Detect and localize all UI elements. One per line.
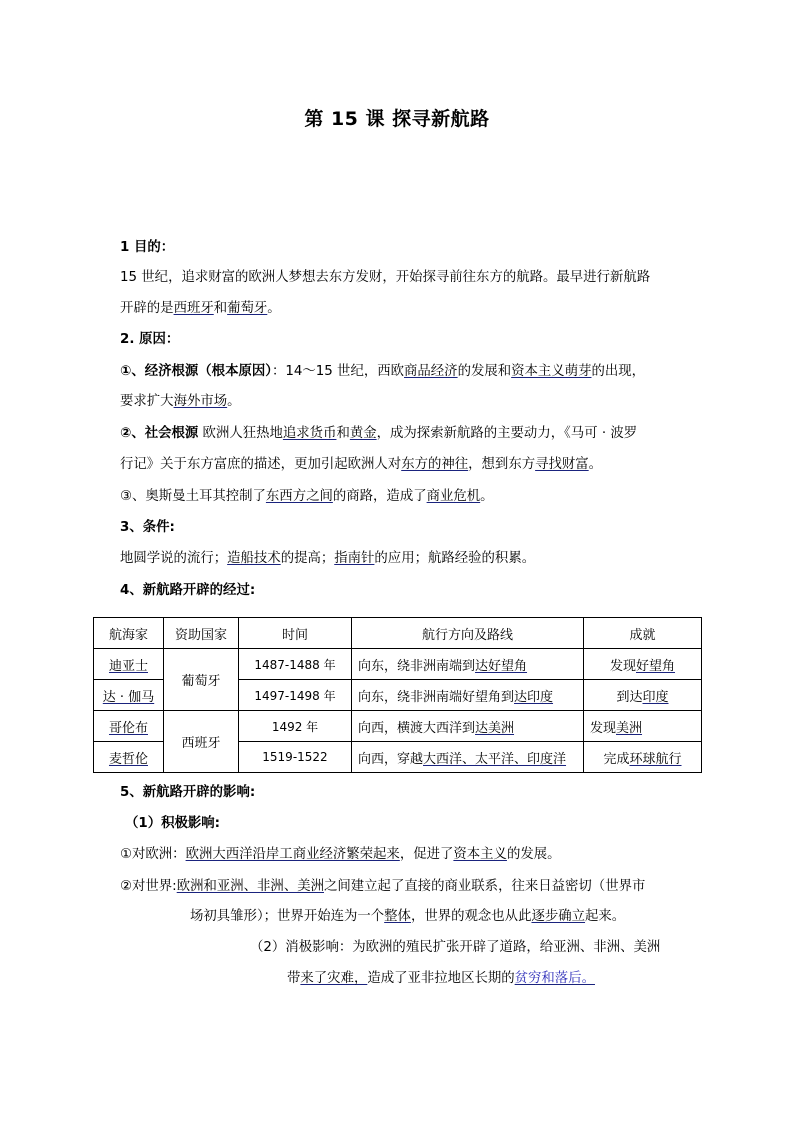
conditions-text (120, 549, 535, 569)
text-span: 欧洲人狂热地 (198, 426, 283, 441)
keyword-achievement: 环球航行 (629, 751, 682, 767)
cause-economic-line2 (120, 392, 241, 412)
achievement-cell (584, 742, 702, 773)
navigator-cell (94, 742, 164, 773)
keyword-capitalism-sprouts: 资本主义萌芽 (511, 364, 592, 379)
text-span: 造成了亚非拉地区长期的 (367, 971, 515, 986)
keyword-poverty: 贫穷和落后。 (514, 971, 595, 986)
text-span: 的应用；航路经验的积累。 (374, 551, 536, 566)
text-span: 要求扩大 (120, 394, 174, 409)
cause-social-line1 (120, 424, 637, 444)
achievement-cell (584, 680, 702, 711)
sponsor-cell: 葡萄牙 (164, 649, 239, 711)
text-span: 带 (287, 971, 301, 986)
text-span: 起来。 (585, 909, 626, 924)
keyword-longing-east: 东方的神往 (401, 457, 469, 472)
table-row (94, 649, 702, 680)
time-cell: 1519-1522 (239, 742, 352, 773)
text-span: 的商路，造成了 (332, 489, 427, 504)
table-header-row (94, 618, 702, 649)
time-cell: 1487-1488 年 (239, 649, 352, 680)
text-span: 场初具雏形）；世界开始连为一个 (190, 909, 385, 924)
text-span: ②对世界: (120, 879, 177, 894)
text-span: 到达 (616, 689, 643, 705)
text-span: 。 (227, 394, 241, 409)
keyword-route: 达美洲 (475, 720, 515, 736)
negative-impact-line1: （2）消极影响：为欧洲的殖民扩张开辟了道路，给亚洲、非洲、美洲 (250, 940, 661, 955)
cause-economic-line1 (120, 362, 645, 382)
text-span: 开辟的是 (120, 301, 174, 316)
table-header-cell: 资助国家 (164, 618, 239, 649)
cause-economic-label: ①、经济根源（根本原因） (120, 364, 272, 379)
keyword-continents: 欧洲和亚洲、非洲、美洲 (176, 879, 324, 894)
keyword-disaster: 来了灾难， (300, 971, 368, 986)
keyword-east-west: 东西方之间 (265, 489, 333, 504)
route-cell (352, 649, 584, 680)
keyword-gold: 黄金 (349, 426, 377, 441)
route-cell (352, 680, 584, 711)
navigator-cell (94, 711, 164, 742)
text-span: ①对欧洲： (120, 847, 186, 862)
time-cell: 1497-1498 年 (239, 680, 352, 711)
text-span: 。 (588, 457, 603, 472)
impact-world-line1 (120, 877, 645, 897)
text-span: 的发展。 (506, 847, 561, 862)
positive-impact-heading: （1）积极影响: (125, 816, 221, 831)
keyword-whole: 整体 (384, 909, 411, 924)
keyword-route: 达好望角 (475, 658, 528, 674)
text-span: ，世界的观念也从此 (410, 909, 532, 924)
route-cell (352, 711, 584, 742)
negative-impact-line2 (287, 969, 595, 989)
achievement-cell (584, 711, 702, 742)
text-span: 和 (213, 301, 228, 316)
purpose-text-line1: 15 世纪，追求财富的欧洲人梦想去东方发财，开始探寻前往东方的航路。最早进行新航路 (120, 270, 651, 285)
text-span: ，想到东方 (468, 457, 536, 472)
keyword-capitalism: 资本主义 (453, 847, 507, 862)
navigator-name: 达 · 伽马 (102, 689, 155, 705)
navigator-name: 迪亚士 (108, 658, 148, 674)
keyword-spain: 西班牙 (173, 301, 214, 316)
text-span: 。 (267, 301, 281, 316)
navigator-cell (94, 680, 164, 711)
route-cell (352, 742, 584, 773)
keyword-atlantic-economy: 欧洲大西洋沿岸工商业经济繁荣起来 (185, 847, 400, 862)
keyword-compass: 指南针 (334, 551, 375, 566)
table-header-cell: 航海家 (94, 618, 164, 649)
table-header-cell: 航行方向及路线 (352, 618, 584, 649)
cause-ottoman-line (120, 487, 494, 507)
text-span: 的出现， (591, 364, 646, 379)
keyword-achievement: 美洲 (616, 720, 643, 736)
navigator-name: 哥伦布 (108, 720, 148, 736)
text-span: 地圆学说的流行； (120, 551, 228, 566)
impact-world-line2 (190, 907, 625, 927)
text-span: ：14～15 世纪，西欧 (271, 364, 405, 379)
time-cell: 1492 年 (239, 711, 352, 742)
text-span: 向东，绕非洲南端到 (358, 658, 476, 674)
section-purpose-heading: 1 目的： (120, 240, 175, 255)
text-span: 和 (336, 426, 350, 441)
keyword-pursue-money: 追求货币 (282, 426, 337, 441)
keyword-established: 逐步确立 (531, 909, 586, 924)
keyword-overseas-market: 海外市场 (173, 394, 228, 409)
text-span: ，促进了 (399, 847, 454, 862)
text-span: 的提高； (280, 551, 335, 566)
sponsor-cell: 西班牙 (164, 711, 239, 773)
impact-europe-line (120, 845, 561, 865)
section-impact-heading: 5、新航路开辟的影响: (120, 785, 256, 800)
text-span: ，成为探索新航路的主要动力，《马可 · 波罗 (376, 426, 638, 441)
table-header-cell: 成就 (584, 618, 702, 649)
text-span: 之间建立起了直接的商业联系，往来日益密切（世界市 (324, 879, 646, 894)
text-span: 行记》关于东方富庶的描述，更加引起欧洲人对 (120, 457, 402, 472)
keyword-route: 大西洋、太平洋、印度洋 (423, 751, 567, 767)
achievement-cell (584, 649, 702, 680)
keyword-shipbuilding: 造船技术 (227, 551, 281, 566)
keyword-commercial-crisis: 商业危机 (426, 489, 481, 504)
voyages-table (93, 617, 702, 773)
text-span: 向西，穿越 (358, 751, 424, 767)
section-process-heading: 4、新航路开辟的经过: (120, 583, 256, 598)
text-span: ③、奥斯曼土耳其控制了 (120, 489, 266, 504)
keyword-seek-wealth: 寻找财富 (535, 457, 589, 472)
keyword-achievement: 好望角 (636, 658, 676, 674)
cause-social-line2 (120, 455, 602, 475)
cause-social-label: ②、社会根源 (120, 426, 199, 441)
text-span: 发现 (609, 658, 636, 674)
page-title: 第 15 课 探寻新航路 (304, 108, 490, 130)
section-conditions-heading: 3、条件: (120, 520, 175, 535)
table-header-cell: 时间 (239, 618, 352, 649)
text-span: 向西，横渡大西洋到 (358, 720, 476, 736)
section-causes-heading: 2. 原因： (120, 332, 180, 347)
keyword-commodity-economy: 商品经济 (404, 364, 458, 379)
text-span: 。 (480, 489, 494, 504)
keyword-achievement: 印度 (642, 689, 669, 705)
keyword-portugal: 葡萄牙 (227, 301, 268, 316)
navigator-cell (94, 649, 164, 680)
table-row (94, 711, 702, 742)
text-span: 的发展和 (457, 364, 512, 379)
purpose-text-line2 (120, 299, 281, 319)
text-span: 完成 (603, 751, 630, 767)
keyword-route: 达印度 (514, 689, 554, 705)
text-span: 向东，绕非洲南端好望角到 (358, 689, 515, 705)
navigator-name: 麦哲伦 (108, 751, 148, 767)
text-span: 发现 (590, 720, 617, 736)
